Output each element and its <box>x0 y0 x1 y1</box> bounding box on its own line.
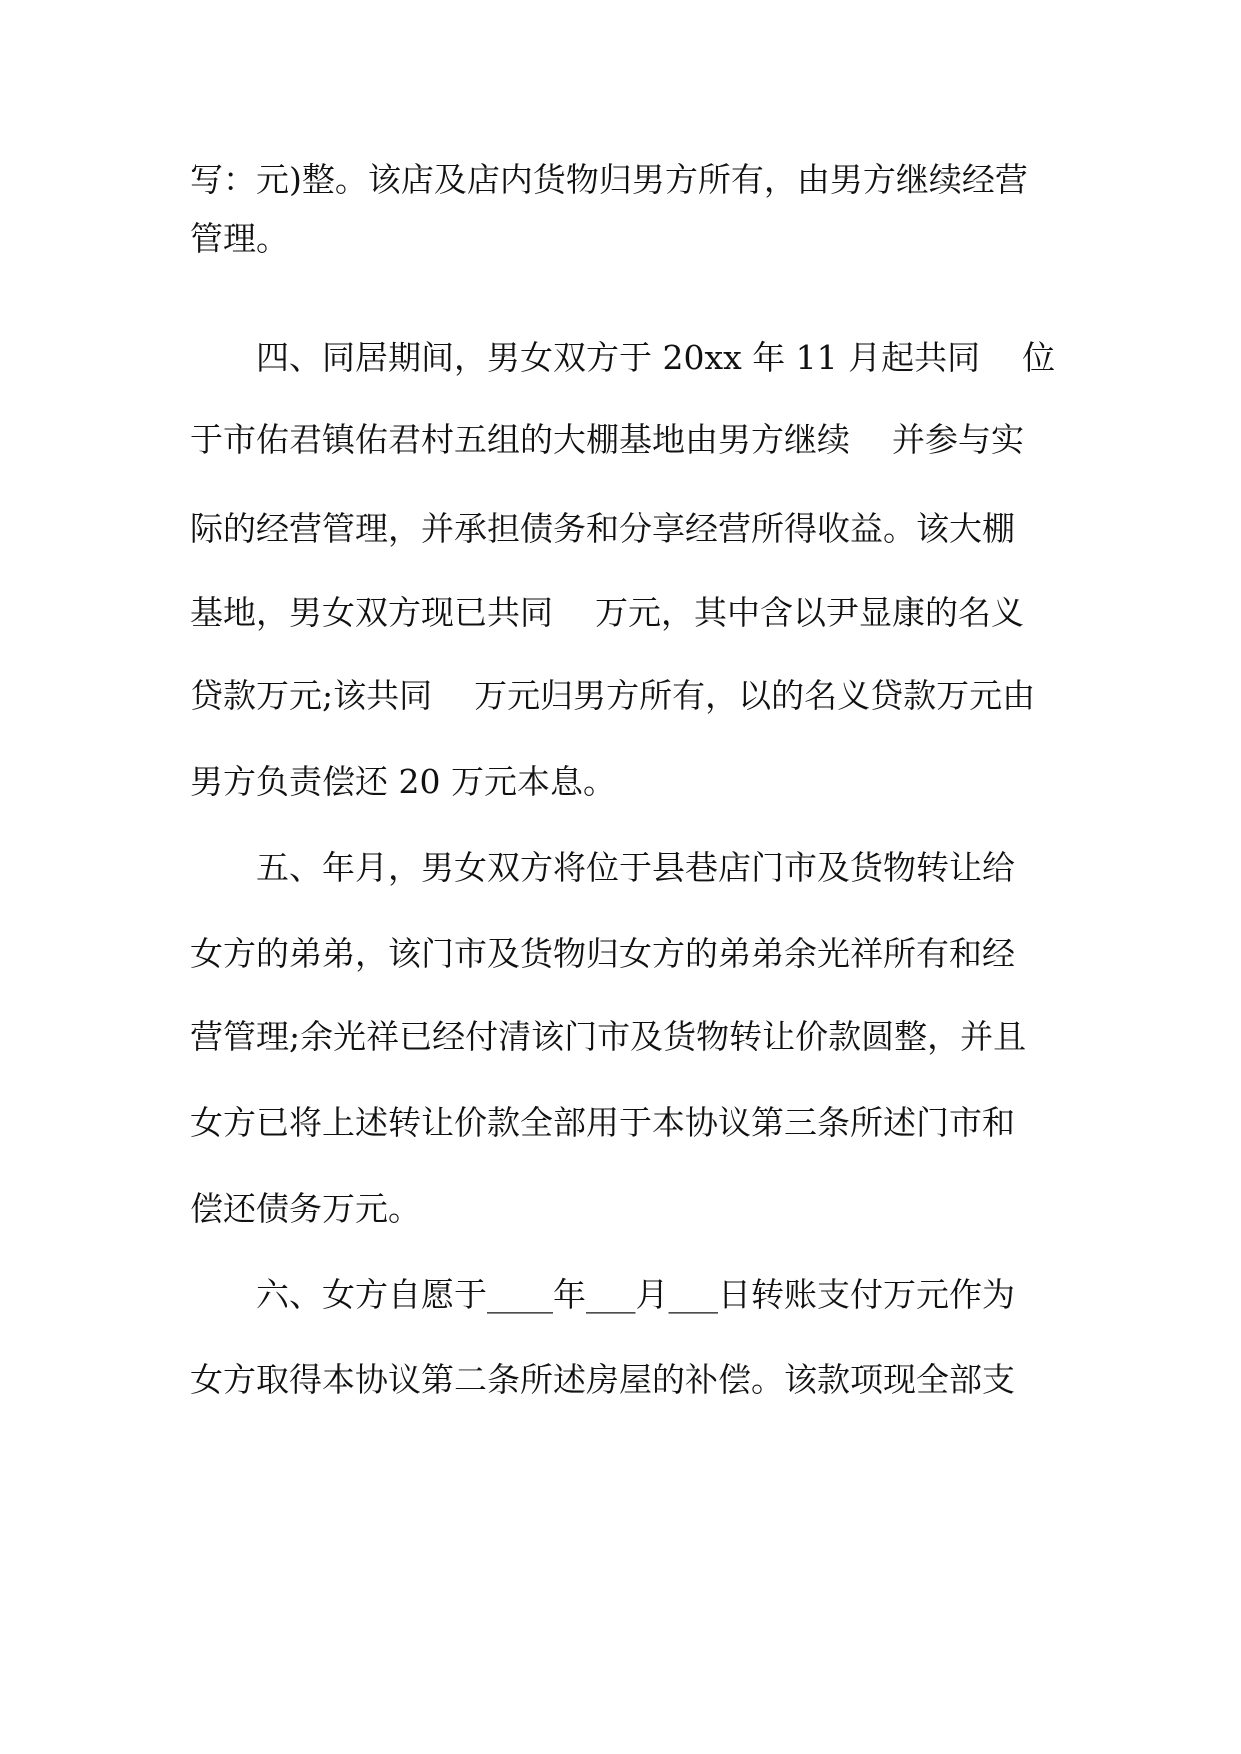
text-line-8: 男方负责偿还 20 万元本息。 <box>190 762 616 801</box>
text-line-4: 于市佑君镇佑君村五组的大棚基地由男方继续 并参与实 <box>190 420 1024 459</box>
text-line-2: 管理。 <box>190 219 289 258</box>
text-line-1: 写：元)整。该店及店内货物归男方所有，由男方继续经营 <box>190 160 1028 199</box>
text-line-6: 基地，男女双方现已共同 万元，其中含以尹显康的名义 <box>190 593 1024 632</box>
text-line-11: 营管理;余光祥已经付清该门市及货物转让价款圆整，并且 <box>190 1017 1027 1056</box>
text-line-7: 贷款万元;该共同 万元归男方所有，以的名义贷款万元由 <box>190 676 1036 715</box>
text-line-10: 女方的弟弟，该门市及货物归女方的弟弟余光祥所有和经 <box>190 934 1015 973</box>
text-line-13: 偿还债务万元。 <box>190 1189 421 1228</box>
text-line-5: 际的经营管理，并承担债务和分享经营所得收益。该大棚 <box>190 509 1015 548</box>
text-line-15: 女方取得本协议第二条所述房屋的补偿。该款项现全部支 <box>190 1360 1015 1399</box>
paragraph-5-line-1: 五、年月，男女双方将位于县巷店门市及货物转让给 <box>256 848 1015 887</box>
paragraph-4-line-1: 四、同居期间，男女双方于 20xx 年 11 月起共同 位 <box>256 338 1056 377</box>
text-line-12: 女方已将上述转让价款全部用于本协议第三条所述门市和 <box>190 1103 1015 1142</box>
paragraph-6-line-1: 六、女方自愿于____年___月___日转账支付万元作为 <box>256 1275 1015 1314</box>
